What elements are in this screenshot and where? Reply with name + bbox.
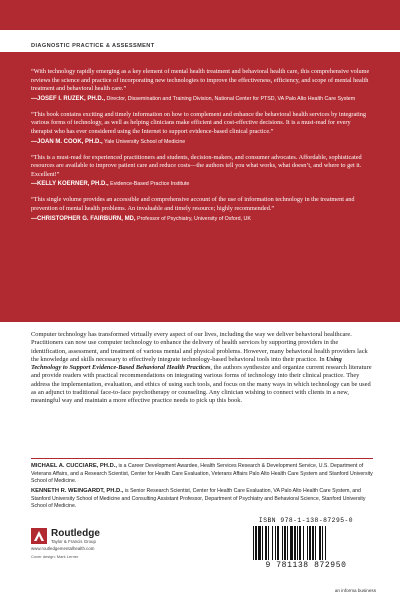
quote-author-name: —JOSEF I. RUZEK, PH.D.,: [31, 95, 106, 102]
endorsement-quote: [31, 154, 373, 189]
barcode-bar: [299, 526, 301, 560]
isbn-label: ISBN 978-1-138-87295-0: [258, 517, 354, 524]
author-name: MICHAEL A. CUCCIARE, PH.D.,: [31, 463, 117, 469]
barcode-bar: [294, 526, 296, 560]
quote-attribution: [31, 215, 373, 223]
category-label: DIAGNOSTIC PRACTICE & ASSESSMENT: [31, 43, 155, 49]
barcode-bar: [268, 526, 269, 560]
barcode-bar: [265, 526, 267, 560]
barcode-bar: [297, 526, 298, 560]
publisher-group: Taylor & Francis Group: [51, 538, 96, 544]
endorsement-panel: [0, 56, 400, 322]
quote-author-affiliation: Evidence-Based Practice Institute: [110, 181, 190, 188]
barcode-bar: [290, 526, 293, 560]
quote-text: “This single volume provides an accessible and comprehensive account of the use of information technology in the treatment and prevention of mental health problems. An invaluable and timely resource; highly recommended.”: [31, 196, 355, 212]
barcode-bar: [253, 526, 254, 560]
endorsement-quote: [31, 68, 373, 103]
barcode-bar: [284, 526, 286, 560]
book-description: [31, 331, 373, 406]
barcode-bar: [322, 526, 323, 560]
routledge-logo-icon: [31, 528, 47, 544]
author-bio-text: is Senior Research Scientist, Center for Health Care Evaluation, VA Palo Alto Health Care System, and Stanford University School of Medicine and Consulting Assistant Professor, Department of Psychiatry and Behavioral Science, Stanford University School of Medicine.: [31, 488, 366, 510]
barcode-bar: [309, 526, 311, 560]
quote-attribution: [31, 138, 373, 146]
top-color-band: [0, 0, 400, 30]
author-bio: [31, 463, 373, 486]
barcode-bar: [303, 526, 304, 560]
quote-attribution: [31, 180, 373, 188]
barcode-bar: [258, 526, 261, 560]
author-name: KENNETH R. WEINGARDT, PH.D.,: [31, 488, 124, 494]
section-divider: [31, 458, 373, 459]
endorsement-quote: [31, 196, 373, 222]
barcode-bar: [287, 526, 288, 560]
barcode-number: 9 781138 872950: [265, 561, 347, 570]
barcode-bar: [277, 526, 279, 560]
informa-tagline: an informa business: [334, 588, 376, 593]
quote-text: “This is a must-read for experienced practitioners and students, decision-makers, and consumer advocates. Affordable, sophisticated resources are available to improve patient care and reduce costs—the authors tell you what works, what doesn’t, and where to get it. Excellent!”: [31, 153, 362, 178]
barcode-image: [251, 526, 361, 560]
barcode-bar: [272, 526, 273, 560]
publisher-block: [31, 528, 171, 559]
author-bio: [31, 488, 373, 511]
quote-author-name: —JOAN M. COOK, PH.D.,: [31, 138, 103, 145]
barcode-bar: [325, 526, 326, 560]
description-intro: Computer technology has transformed virtually every aspect of our lives, including the way we deliver behavioral healthcare. Practitioners can now use computer technology to enhance the delivery of health services by supporting providers in the identification, assessment, and treatment of various mental and physical problems. However, many behavioral health providers lack the knowledge and skills necessary to effectively integrate technology-based behavioral tools into their practice. In: [31, 331, 368, 363]
publisher-logo: [31, 528, 171, 544]
book-title-inline: Using Technology to Support Evidence-Based Behavioral Health Practices: [31, 355, 342, 372]
barcode-bar: [262, 526, 263, 560]
quote-author-name: —CHRISTOPHER G. FAIRBURN, MD,: [31, 215, 136, 222]
quote-author-name: —KELLY KOERNER, PH.D.,: [31, 181, 109, 188]
barcode-bar: [255, 526, 257, 560]
barcode-bar: [275, 526, 276, 560]
publisher-url: www.routledgementalhealth.com: [31, 546, 95, 551]
quote-author-affiliation: Professor of Psychiatry, University of Oxford, UK: [137, 215, 251, 222]
endorsement-list: [31, 68, 373, 231]
barcode-bar: [307, 526, 308, 560]
description-body: , the authors synthesize and organize current research literature and provide readers with practical recommendations on integrating various forms of technology into their clinical practice. They address the implementation, evaluation, and ethics of using such tools, and focus on the many ways in which technology can be used as an adjunct to traditional face-to-face psychotherapy or counseling. Any clinician wishing to connect with clients in a new, meaningful way and maintain a more effective practice needs to pick up this book.: [31, 364, 372, 405]
barcode-bar: [315, 526, 316, 560]
publisher-name: Routledge: [51, 527, 100, 539]
barcode-bar: [319, 526, 321, 560]
quote-text: “With technology rapidly emerging as a key element of mental health treatment and behavioral health care, this comprehensive volume reviews the science and practice of incorporating new technologies to improve the effectiveness, efficiency, and scope of mental health treatment and behavioral health care.”: [31, 68, 370, 93]
cover-credit: Cover design: Mark Lerner: [31, 554, 79, 559]
barcode-bar: [282, 526, 283, 560]
quote-attribution: [31, 95, 373, 103]
barcode-block: [236, 517, 376, 593]
endorsement-quote: [31, 111, 373, 146]
barcode-bar: [312, 526, 314, 560]
quote-author-affiliation: Yale University School of Medicine: [104, 138, 186, 145]
quote-text: “This book contains exciting and timely information on how to complement and enhance the behavioral health services by integrating various forms of technology, as well as helping clinicians make efficient and cost-effective decisions. It is a must-read for every therapist who has ever considered using the Internet to support evidence-based clinical practice.”: [31, 110, 366, 135]
author-bio-text: is a Career Development Awardee, Health Services Research & Development Service, U.S. Department of Veterans Affairs, and a Research Scientist, Center for Health Care Evaluation, Veterans Affairs Palo Alto Health Care System and Stanford University School of Medicine.: [31, 463, 373, 485]
quote-author-affiliation: Director, Dissemination and Training Division, National Center for PTSD, VA Palo Alto Health Care System: [106, 95, 356, 102]
